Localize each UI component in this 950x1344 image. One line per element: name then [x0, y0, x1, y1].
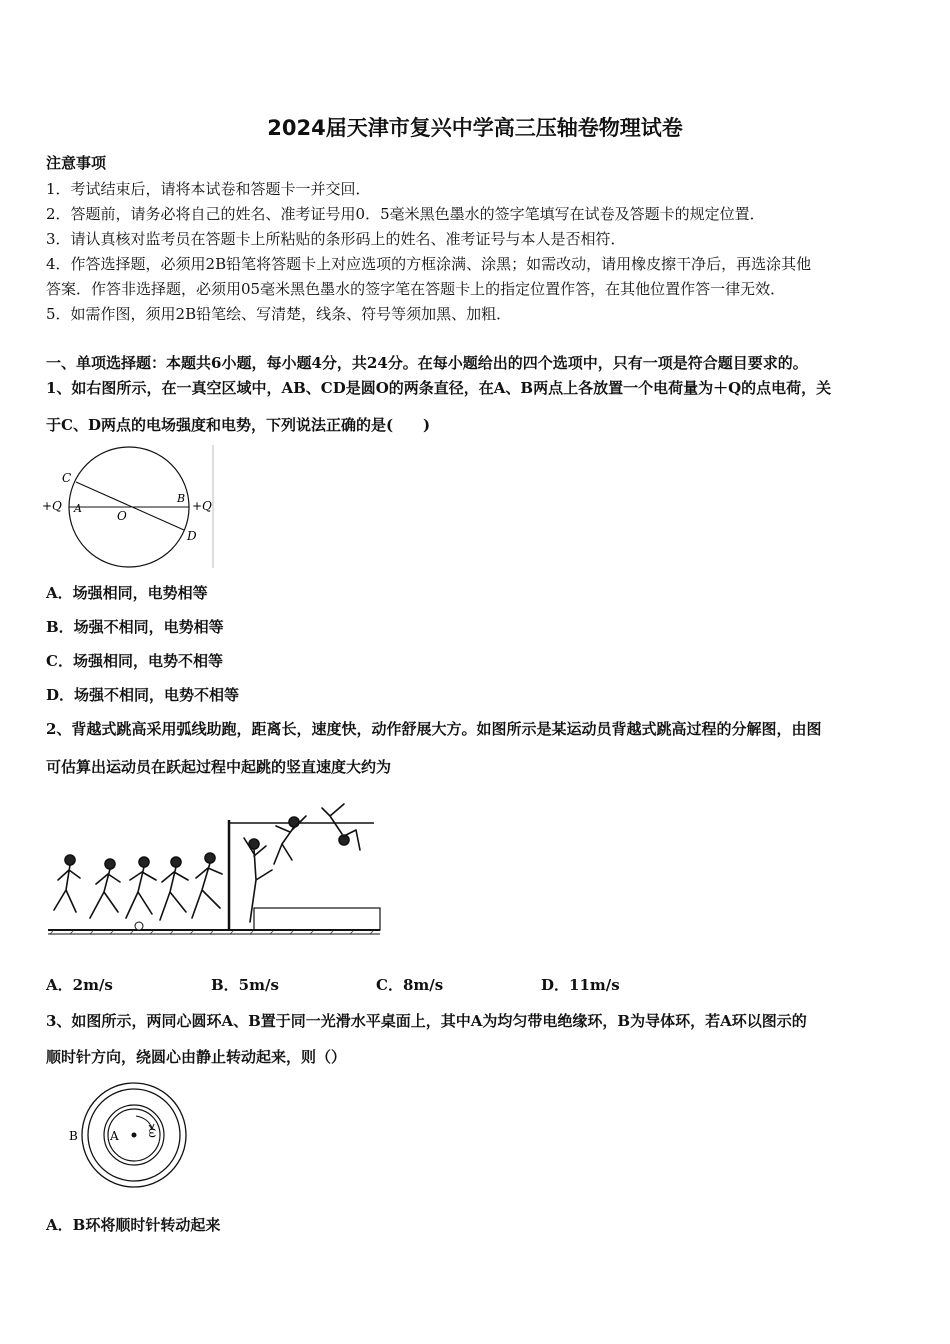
label-a: A [110, 1129, 119, 1143]
notice-line: 1．考试结束后，请将本试卷和答题卡一并交回． [46, 180, 371, 198]
label-b: B [69, 1129, 78, 1143]
notice-line: 2．答题前，请务必将自己的姓名、准考证号用0．5毫米黑色墨水的签字笔填写在试卷及答题卡的规定位置． [46, 205, 765, 223]
q2-option-d: D．11m/s [541, 976, 620, 994]
notice-line: 3．请认真核对监考员在答题卡上所粘贴的条形码上的姓名、准考证号与本人是否相符． [46, 230, 626, 248]
section-heading: 一、单项选择题：本题共6小题，每小题4分，共24分。在每小题给出的四个选项中，只有一项是符合题目要求的。 [46, 354, 808, 372]
label-b: B [177, 492, 186, 505]
q3-stem-line: 顺时针方向，绕圆心由静止转动起来，则（） [46, 1048, 347, 1066]
q3-concentric-rings-diagram [64, 1080, 194, 1195]
page-title: 2024届天津市复兴中学高三压轴卷物理试卷 [267, 116, 683, 140]
q2-option-b: B．5m/s [211, 976, 279, 994]
notice-line: 4．作答选择题，必须用2B铅笔将答题卡上对应选项的方框涂满、涂黑；如需改动，请用橡皮擦干净后，再选涂其他 [46, 255, 812, 273]
label-o: O [117, 509, 127, 523]
q2-stem-line: 可估算出运动员在跃起过程中起跳的竖直速度大约为 [46, 758, 392, 776]
q1-option-c: C．场强相同，电势不相等 [46, 652, 223, 670]
q2-stem-line: 2、背越式跳高采用弧线助跑，距离长，速度快，动作舒展大方。如图所示是某运动员背越式跳高过程的分解图，由图 [46, 720, 822, 738]
notice-heading: 注意事项 [46, 154, 107, 172]
q3-option-a: A．B环将顺时针转动起来 [46, 1216, 221, 1234]
q1-option-b: B．场强不相同，电势相等 [46, 618, 224, 636]
q1-option-a: A．场强相同，电势相等 [46, 584, 208, 602]
q2-option-c: C．8m/s [376, 976, 444, 994]
q1-stem-line: 于C、D两点的电场强度和电势，下列说法正确的是( ) [46, 416, 431, 434]
q3-stem-line: 3、如图所示，两同心圆环A、B置于同一光滑水平桌面上，其中A为均匀带电绝缘环，B为导体环，若A环以图示的 [46, 1012, 807, 1030]
notice-line: 答案．作答非选择题，必须用05毫米黑色墨水的签字笔在答题卡上的指定位置作答，在其他位置作答一律无效． [46, 280, 786, 298]
label-a: A [74, 502, 82, 515]
label-plus-q-left: +Q [42, 499, 62, 513]
high-jump-sequence-figure [44, 790, 384, 945]
label-plus-q-right: +Q [192, 499, 212, 513]
label-d: D [187, 529, 197, 543]
q2-option-a: A．2m/s [46, 976, 113, 994]
notice-line: 5．如需作图，须用2B铅笔绘、写清楚，线条、符号等须加黑、加粗． [46, 305, 512, 323]
label-c: C [62, 471, 72, 485]
label-omega: ω [146, 1128, 160, 1138]
q1-circle-diagram [44, 440, 219, 575]
q1-stem-line: 1、如右图所示，在一真空区域中，AB、CD是圆O的两条直径，在A、B两点上各放置一个电荷量为＋Q的点电荷，关 [46, 379, 832, 397]
q1-option-d: D．场强不相同，电势不相等 [46, 686, 240, 704]
